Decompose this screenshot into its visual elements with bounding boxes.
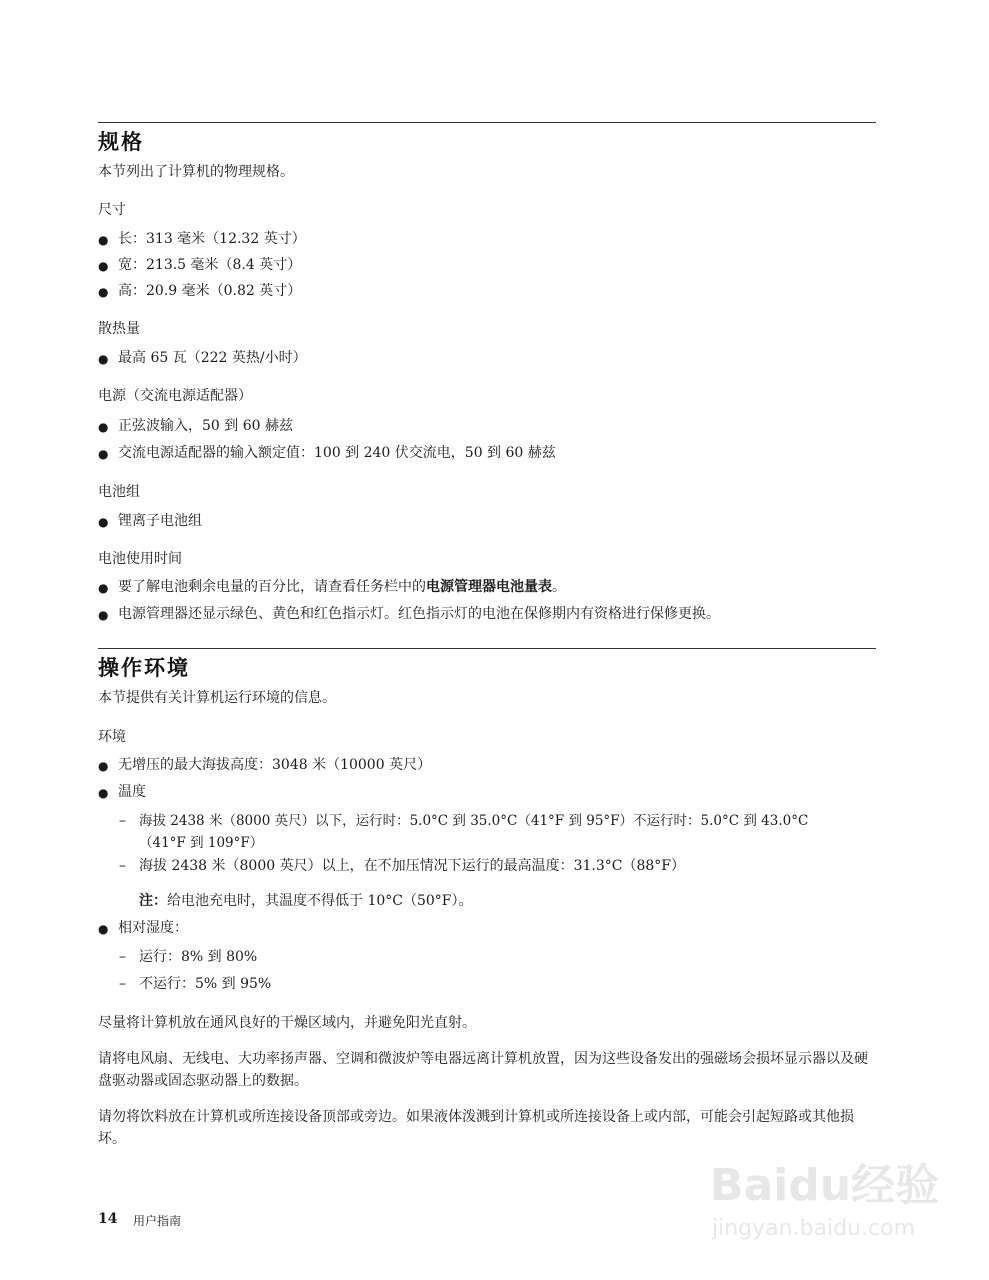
bullet-icon: ● xyxy=(98,515,109,529)
heading-spec: 规格 xyxy=(98,130,144,154)
bullet-icon: ● xyxy=(98,259,109,273)
list-item: 正弦波输入，50 到 60 赫兹 xyxy=(118,418,293,434)
humidity-item: 不运行：5% 到 95% xyxy=(139,976,272,992)
heading-env: 操作环境 xyxy=(98,656,190,680)
list-item: 无增压的最大海拔高度：3048 米（10000 英尺） xyxy=(118,757,432,773)
dash-icon: – xyxy=(119,858,126,874)
humidity-item: 运行：8% 到 80% xyxy=(139,949,258,965)
note-label: 注： xyxy=(139,893,167,909)
list-item: 温度 xyxy=(118,784,146,800)
bullet-icon: ● xyxy=(98,608,109,622)
bullet-icon: ● xyxy=(98,759,109,773)
bullet-icon: ● xyxy=(98,581,109,595)
bullet-icon: ● xyxy=(98,447,109,461)
list-item: 最高 65 瓦（222 英热/小时） xyxy=(118,350,307,366)
list-item: 高：20.9 毫米（0.82 英寸） xyxy=(118,283,302,299)
page-number: 14 xyxy=(98,1211,118,1227)
list-item: 相对湿度： xyxy=(118,920,188,936)
list-item: 电源管理器还显示绿色、黄色和红色指示灯。红色指示灯的电池在保修期内有资格进行保修更换。 xyxy=(118,606,720,622)
heat-title: 散热量 xyxy=(98,321,140,337)
paragraph: 尽量将计算机放在通风良好的干燥区域内，并避免阳光直射。 xyxy=(98,1015,476,1031)
battery-life-text-end: 。 xyxy=(552,579,566,595)
paragraph: 请将电风扇、无线电、大功率扬声器、空调和微波炉等电器远离计算机放置，因为这些设备发出的强磁场会损坏显示器以及硬盘驱动器或固态驱动器上的数据。 xyxy=(98,1051,868,1089)
footer-title: 用户指南 xyxy=(133,1214,182,1228)
bullet-icon: ● xyxy=(98,786,109,800)
watermark-url: jingyan.baidu.com xyxy=(712,1216,916,1241)
baidu-watermark-icon xyxy=(700,1145,940,1265)
dash-icon: – xyxy=(119,949,126,965)
bullet-icon: ● xyxy=(98,420,109,434)
spec-intro: 本节列出了计算机的物理规格。 xyxy=(98,164,294,180)
temp-sub-line: （41°F 到 109°F） xyxy=(139,835,264,851)
env-title: 环境 xyxy=(98,729,126,745)
bullet-icon: ● xyxy=(98,352,109,366)
section-rule-env xyxy=(98,648,876,649)
list-item: 宽：213.5 毫米（8.4 英寸） xyxy=(118,257,302,273)
dash-icon: – xyxy=(119,976,126,992)
dash-icon: – xyxy=(119,813,126,829)
section-rule-spec xyxy=(98,122,876,123)
battery-life-title: 电池使用时间 xyxy=(98,551,182,567)
list-item: 长：313 毫米（12.32 英寸） xyxy=(118,231,306,247)
env-intro: 本节提供有关计算机运行环境的信息。 xyxy=(98,690,336,706)
bullet-icon: ● xyxy=(98,922,109,936)
dimensions-title: 尺寸 xyxy=(98,202,126,218)
paragraph: 请勿将饮料放在计算机或所连接设备顶部或旁边。如果液体泼溅到计算机或所连接设备上或内部，可能会引起短路或其他损坏。 xyxy=(98,1109,854,1147)
temp-sub-item: 海拔 2438 米（8000 英尺）以上，在不加压情况下运行的最高温度：31.3°C（88°F） xyxy=(139,858,686,874)
list-item: 锂离子电池组 xyxy=(118,513,202,529)
bullet-icon: ● xyxy=(98,285,109,299)
battery-title: 电池组 xyxy=(98,484,140,500)
watermark-brand: Baidu经验 xyxy=(710,1160,940,1211)
note xyxy=(139,890,473,912)
note-text: 给电池充电时，其温度不得低于 10°C（50°F）。 xyxy=(167,893,473,909)
temp-sub-item xyxy=(139,810,808,854)
bullet-icon: ● xyxy=(98,233,109,247)
power-manager-gauge-term: 电源管理器电池量表 xyxy=(426,579,552,595)
power-title: 电源（交流电源适配器） xyxy=(98,388,252,404)
list-item: 交流电源适配器的输入额定值：100 到 240 伏交流电，50 到 60 赫兹 xyxy=(118,445,556,461)
battery-life-text: 要了解电池剩余电量的百分比，请查看任务栏中的 xyxy=(118,579,426,595)
list-item xyxy=(118,577,566,597)
temp-sub-line: 海拔 2438 米（8000 英尺）以下，运行时：5.0°C 到 35.0°C（41°F 到 95°F）不运行时：5.0°C 到 43.0°C xyxy=(139,813,809,829)
